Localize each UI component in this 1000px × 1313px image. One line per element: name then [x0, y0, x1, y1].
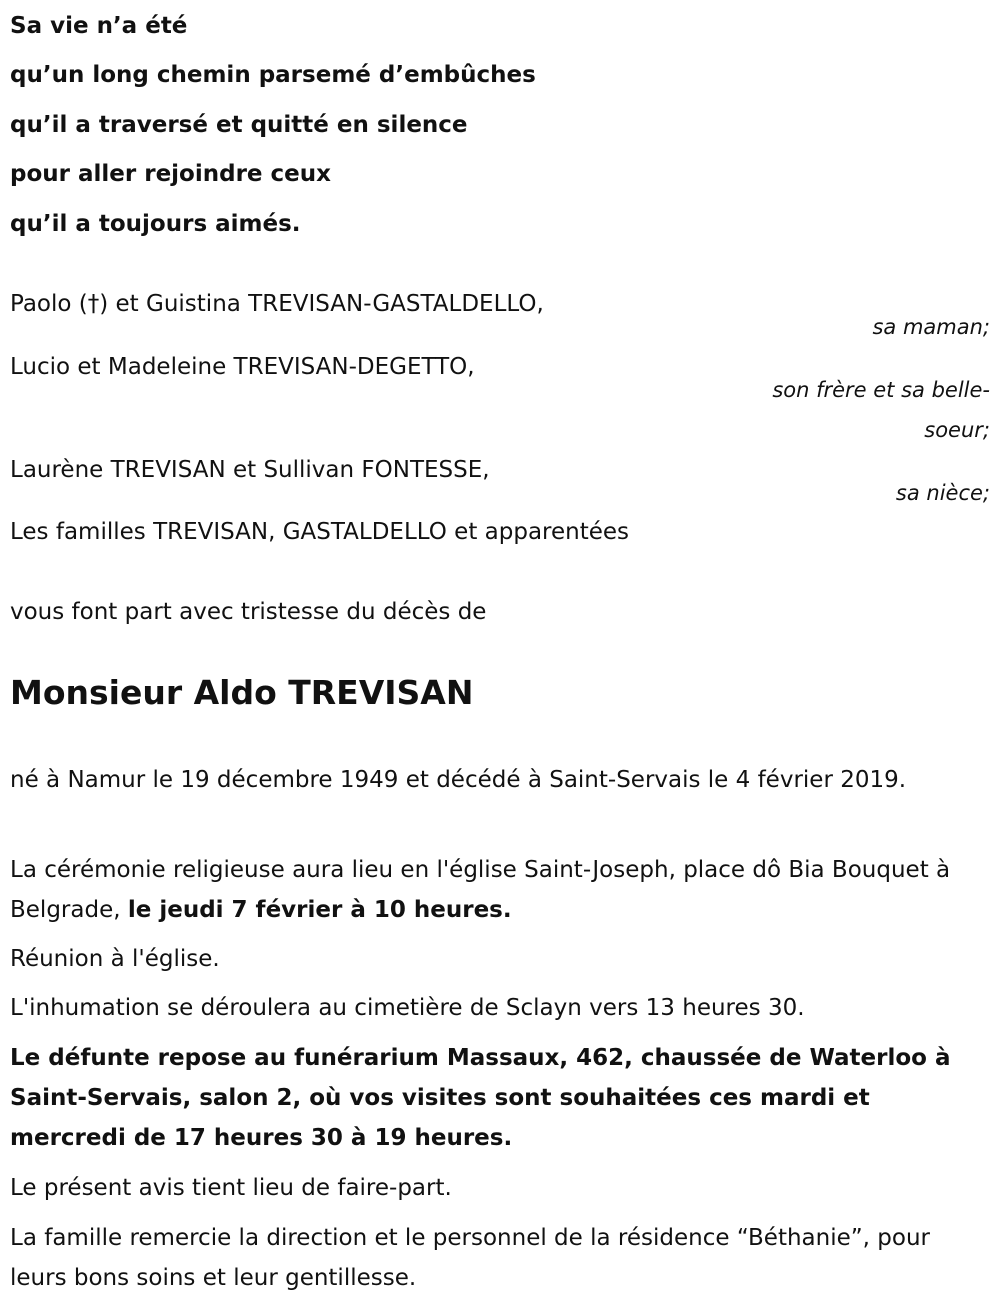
ceremony-datetime: le jeudi 7 février à 10 heures. [127, 897, 512, 923]
family-member-name: Laurène TREVISAN et Sullivan FONTESSE, [10, 457, 490, 483]
ceremony-paragraph [10, 850, 985, 930]
deceased-name: Monsieur Aldo TREVISAN [10, 673, 474, 712]
birth-death-paragraph: né à Namur le 19 décembre 1949 et décédé à Saint-Servais le 4 février 2019. [10, 767, 907, 793]
burial-paragraph: L'inhumation se déroulera au cimetière de Sclayn vers 13 heures 30. [10, 995, 805, 1021]
family-member-relation: sa maman; [872, 315, 990, 339]
poem-line: qu’il a toujours aimés. [10, 211, 301, 237]
family-member-name: Lucio et Madeleine TREVISAN-DEGETTO, [10, 354, 475, 380]
funeral-home-paragraph: Le défunte repose au funérarium Massaux, 462, chaussée de Waterloo à Saint-Servais, salon 2, où vos visites sont souhaitées ces mardi et mercredi de 17 heures 30 à 19 heures. [10, 1045, 951, 1151]
poem-line: pour aller rejoindre ceux [10, 161, 331, 187]
family-member-name: Les familles TREVISAN, GASTALDELLO et apparentées [10, 519, 630, 545]
family-member-relation: son frère et sa belle-soeur; [772, 378, 990, 442]
family-member-relation: sa nièce; [895, 481, 990, 505]
ceremony-text: La cérémonie religieuse aura lieu en l'église Saint-Joseph, place dô Bia Bouquet à Belgrade, [10, 857, 951, 923]
poem-line: Sa vie n’a été [10, 13, 188, 39]
poem-line: qu’un long chemin parsemé d’embûches [10, 62, 536, 88]
family-member-name: Paolo (†) et Guistina TREVISAN-GASTALDELLO, [10, 291, 544, 317]
meeting-paragraph: Réunion à l'église. [10, 946, 220, 972]
notice-paragraph: Le présent avis tient lieu de faire-part. [10, 1175, 452, 1201]
announcement-text: vous font part avec tristesse du décès de [10, 599, 487, 625]
thanks-paragraph: La famille remercie la direction et le personnel de la résidence “Béthanie”, pour leurs bons soins et leur gentillesse. [10, 1225, 930, 1291]
poem-line: qu’il a traversé et quitté en silence [10, 112, 468, 138]
